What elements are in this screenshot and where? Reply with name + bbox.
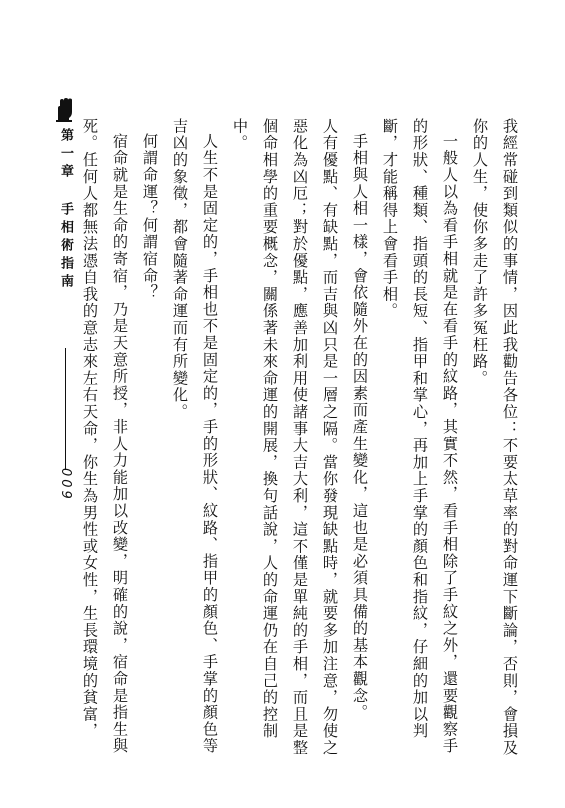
header-rule [65,348,66,470]
running-header [50,98,80,488]
paragraph-3: 手相與人相一樣，會依隨外在的因素而產生變化，這也是必須具備的基本觀念。 [351,133,369,722]
paragraph-5: 人生不是固定的，手相也不是固定的，手的形狀、紋路、指甲的顏色、手掌的顏色等吉凶的象徵，都會隨著命運而有所變化。 [171,118,219,755]
paragraph-7: 宿命就是生命的寄宿，乃是天意所授，非人力能加以改變，明確的說，宿命是指生與死。任何人都無法憑自我的意志來左右天命，你生為男性或女性，生長環境的貧富， [81,118,129,755]
chapter-title [50,128,80,292]
chapter-label: 第一章 [58,128,73,182]
paragraph-1: 我經常碰到類似的事情，因此我勸告各位：不要太草率的對命運下斷論，否則，會損及你的人生，使你多走了許多冤枉路。 [471,118,519,757]
paragraph-6: 何謂命運？何謂宿命？ [141,133,159,302]
book-title: 手相術指南 [58,202,73,292]
body-text [81,118,525,758]
paragraph-4: 人有優點、有缺點，而吉與凶只是一層之隔。當你發現缺點時，就要多加注意，勿使之惡化為凶厄；對於優點，應善加利用使諸事大吉大利，這不僅是單純的手相，而且是整個命相學的重要概念，關係著未來命運的開展，換句話說，人的命運仍在自己的控制中。 [231,118,339,757]
hand-icon [54,98,76,122]
paragraph-2: 一般人以為看手相就是在看手的紋路，其實不然，看手相除了手紋之外，還要觀察手的形狀、種類、指頭的長短、指甲和掌心，再加上手掌的顏色和指紋，仔細的加以判斷，才能稱得上會看手相。 [381,118,459,755]
page-number: 009 [58,468,73,502]
